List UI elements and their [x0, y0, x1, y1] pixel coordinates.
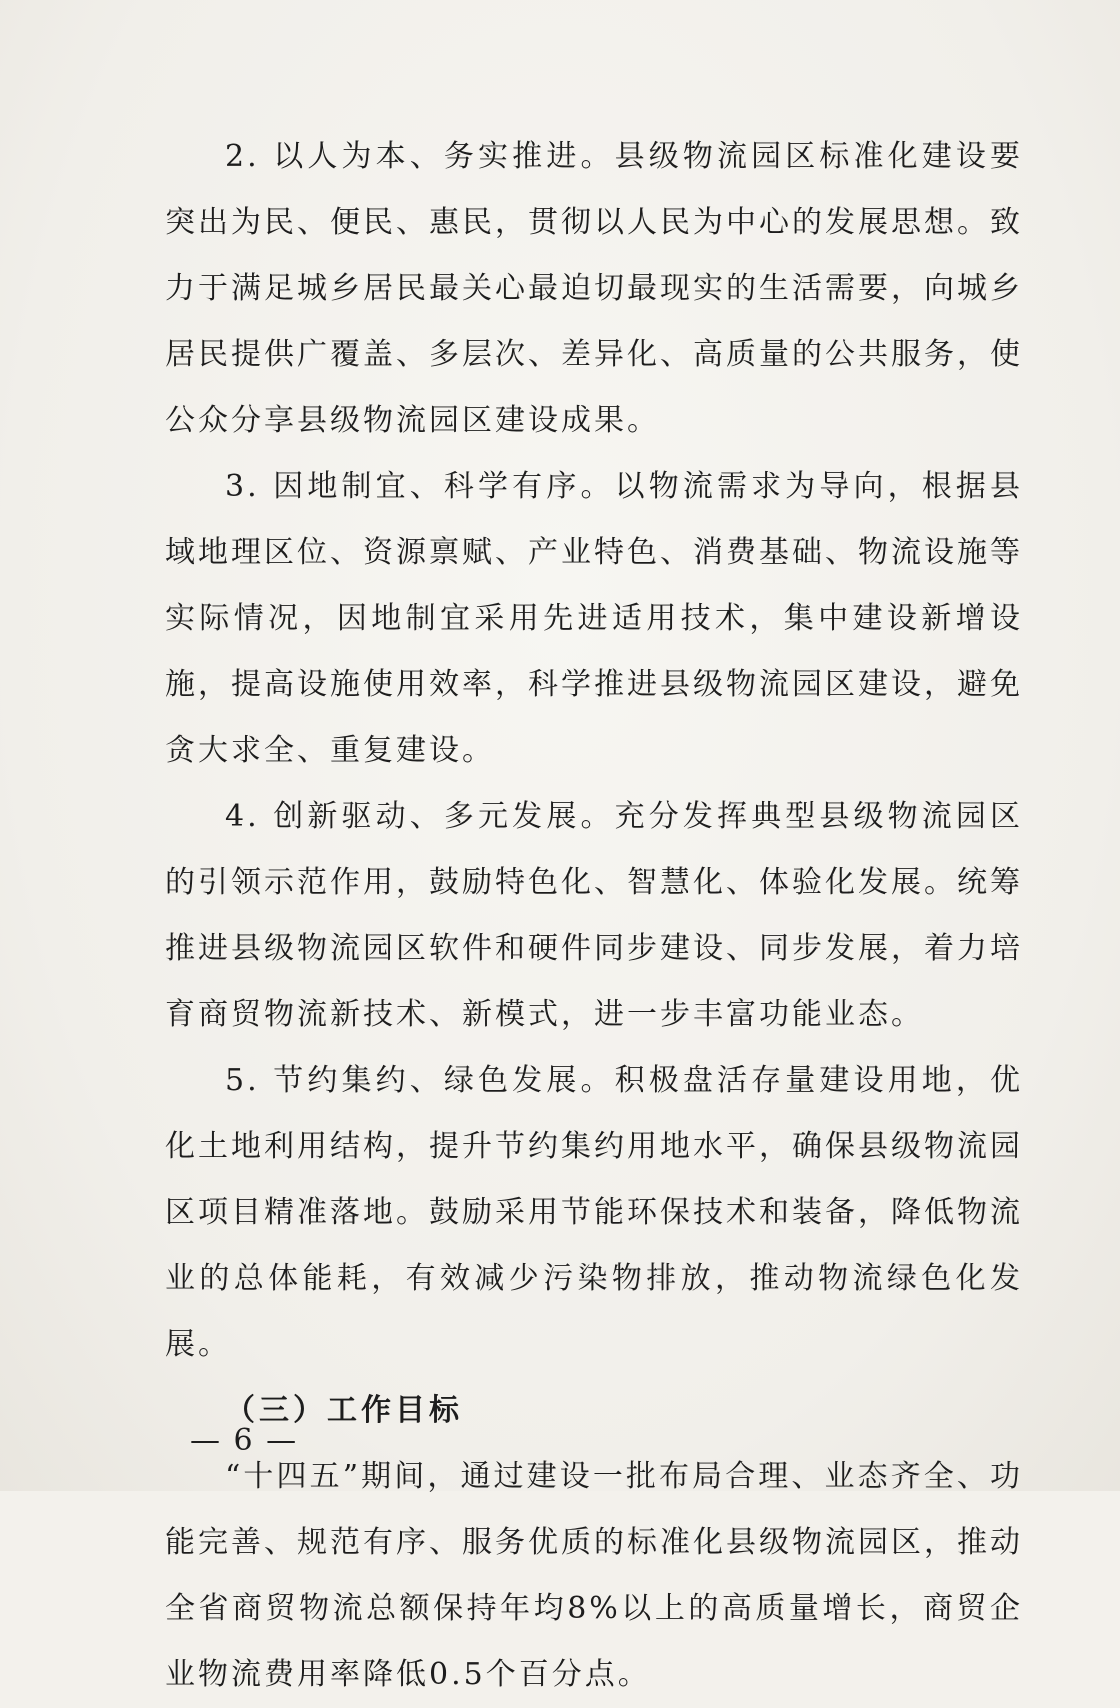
paragraph-goal: “十四五”期间，通过建设一批布局合理、业态齐全、功能完善、规范有序、服务优质的标准化县级物流园区，推动全省商贸物流总额保持年均8%以上的高质量增长，商贸企业物流费用率降低0.5个百分点。 — [165, 1459, 1023, 1692]
document-body — [165, 124, 1023, 1708]
page-number: — 6 — — [190, 1423, 299, 1458]
paragraph-principle-2: 2. 以人为本、务实推进。县级物流园区标准化建设要突出为民、便民、惠民，贯彻以人民为中心的发展思想。致力于满足城乡居民最关心最迫切最现实的生活需要，向城乡居民提供广覆盖、多层次、差异化、高质量的公共服务，使公众分享县级物流园区建设成果。 — [165, 139, 1023, 438]
paragraph-principle-3: 3. 因地制宜、科学有序。以物流需求为导向，根据县域地理区位、资源禀赋、产业特色、消费基础、物流设施等实际情况，因地制宜采用先进适用技术，集中建设新增设施，提高设施使用效率，科学推进县级物流园区建设，避免贪大求全、重复建设。 — [165, 469, 1023, 768]
section-heading: （三）工作目标 — [225, 1393, 463, 1428]
paragraph-principle-4: 4. 创新驱动、多元发展。充分发挥典型县级物流园区的引领示范作用，鼓励特色化、智慧化、体验化发展。统筹推进县级物流园区软件和硬件同步建设、同步发展，着力培育商贸物流新技术、新模式，进一步丰富功能业态。 — [165, 799, 1023, 1032]
paragraph-principle-5: 5. 节约集约、绿色发展。积极盘活存量建设用地，优化土地利用结构，提升节约集约用地水平，确保县级物流园区项目精准落地。鼓励采用节能环保技术和装备，降低物流业的总体能耗，有效减少污染物排放，推动物流绿色化发展。 — [165, 1063, 1023, 1362]
